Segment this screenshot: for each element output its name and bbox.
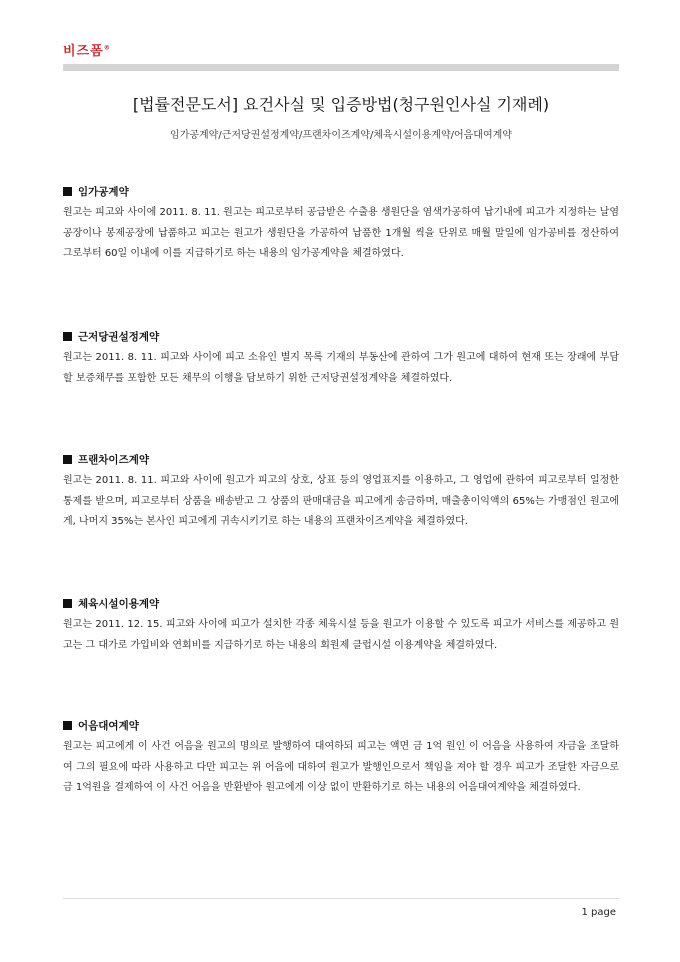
section-body: 원고는 피고와 사이에 2011. 8. 11. 원고는 피고로부터 공급받은 수출용 생원단을 염색가공하여 납기내에 피고가 지정하는 날염공장이나 봉제공장에 납품하고 피고는 원고가 생원단을 가공하여 납품한 1개월 씩을 단위로 매월 말일에 임가공비를 정산하여 그로부터 60일 이내에 이를 지급하기로 하는 내용의 임가공계약을 체결하였다. [63,207,619,259]
section-heading [63,596,619,612]
section-heading [63,184,619,200]
section-sports-facility [63,596,619,656]
section-mortgage [63,329,619,389]
square-bullet-icon [63,455,72,464]
registered-mark: ® [103,44,111,52]
section-body: 원고는 2011. 8. 11. 피고와 사이에 원고가 피고의 상호, 상표 등의 영업표지를 이용하고, 그 영업에 관하여 피고로부터 일정한 통제를 받으며, 피고로부터 상품을 배송받고 그 상품의 판매대금을 피고에게 송금하며, 매출총이익액의 65%는 가맹점인 원고에게, 나머지 35%는 본사인 피고에게 귀속시키기로 하는 내용의 프랜차이즈계약을 체결하였다. [63,475,619,527]
section-body: 원고는 피고에게 이 사건 어음을 원고의 명의로 발행하여 대여하되 피고는 액면 금 1억 원인 이 어음을 사용하여 자금을 조달하여 그의 필요에 따라 사용하고 다만 피고는 위 어음에 대하여 원고가 발행인으로서 책임을 져야 할 경우 피고가 조달한 자금으로 금 1억원을 결제하여 이 사건 어음을 반환받아 원고에게 이상 없이 반환하기로 하는 내용의 어음대여계약을 체결하였다. [63,741,619,793]
section-franchise [63,452,619,533]
header-divider [63,64,619,71]
section-heading [63,718,619,734]
section-heading-text: 임가공계약 [78,186,129,198]
section-heading [63,329,619,345]
document-title: [법률전문도서] 요건사실 및 입증방법(청구원인사실 기재례) [132,95,550,114]
document-subtitle: 임가공계약/근저당권설정계약/프랜차이즈계약/체육시설이용계약/어음대여계약 [170,130,512,141]
section-heading [63,452,619,468]
section-heading-text: 프랜차이즈계약 [78,454,150,466]
square-bullet-icon [63,332,72,341]
square-bullet-icon [63,187,72,196]
square-bullet-icon [63,599,72,608]
section-heading-text: 체육시설이용계약 [78,598,160,610]
square-bullet-icon [63,721,72,730]
section-heading-text: 근저당권설정계약 [78,331,160,343]
brand-name: 비즈폼 [63,44,104,59]
section-body: 원고는 2011. 8. 11. 피고와 사이에 피고 소유인 별지 목록 기재의 부동산에 관하여 그가 원고에 대하여 현재 또는 장래에 부담할 보증채무를 포함한 모든 채무의 이행을 담보하기 위한 근저당권설정계약을 체결하였다. [63,352,619,384]
section-contract-processing [63,184,619,265]
footer-divider [63,898,619,899]
section-bill-lending [63,718,619,799]
section-heading-text: 어음대여계약 [78,720,139,732]
section-body: 원고는 2011. 12. 15. 피고와 사이에 피고가 설치한 각종 체육시설 등을 원고가 이용할 수 있도록 피고가 서비스를 제공하고 원고는 그 대가로 가입비와 연회비를 지급하기로 하는 내용의 회원제 클럽시설 이용계약을 체결하였다. [63,619,619,651]
page-number: 1 page [581,907,616,918]
brand-logo [63,40,111,59]
